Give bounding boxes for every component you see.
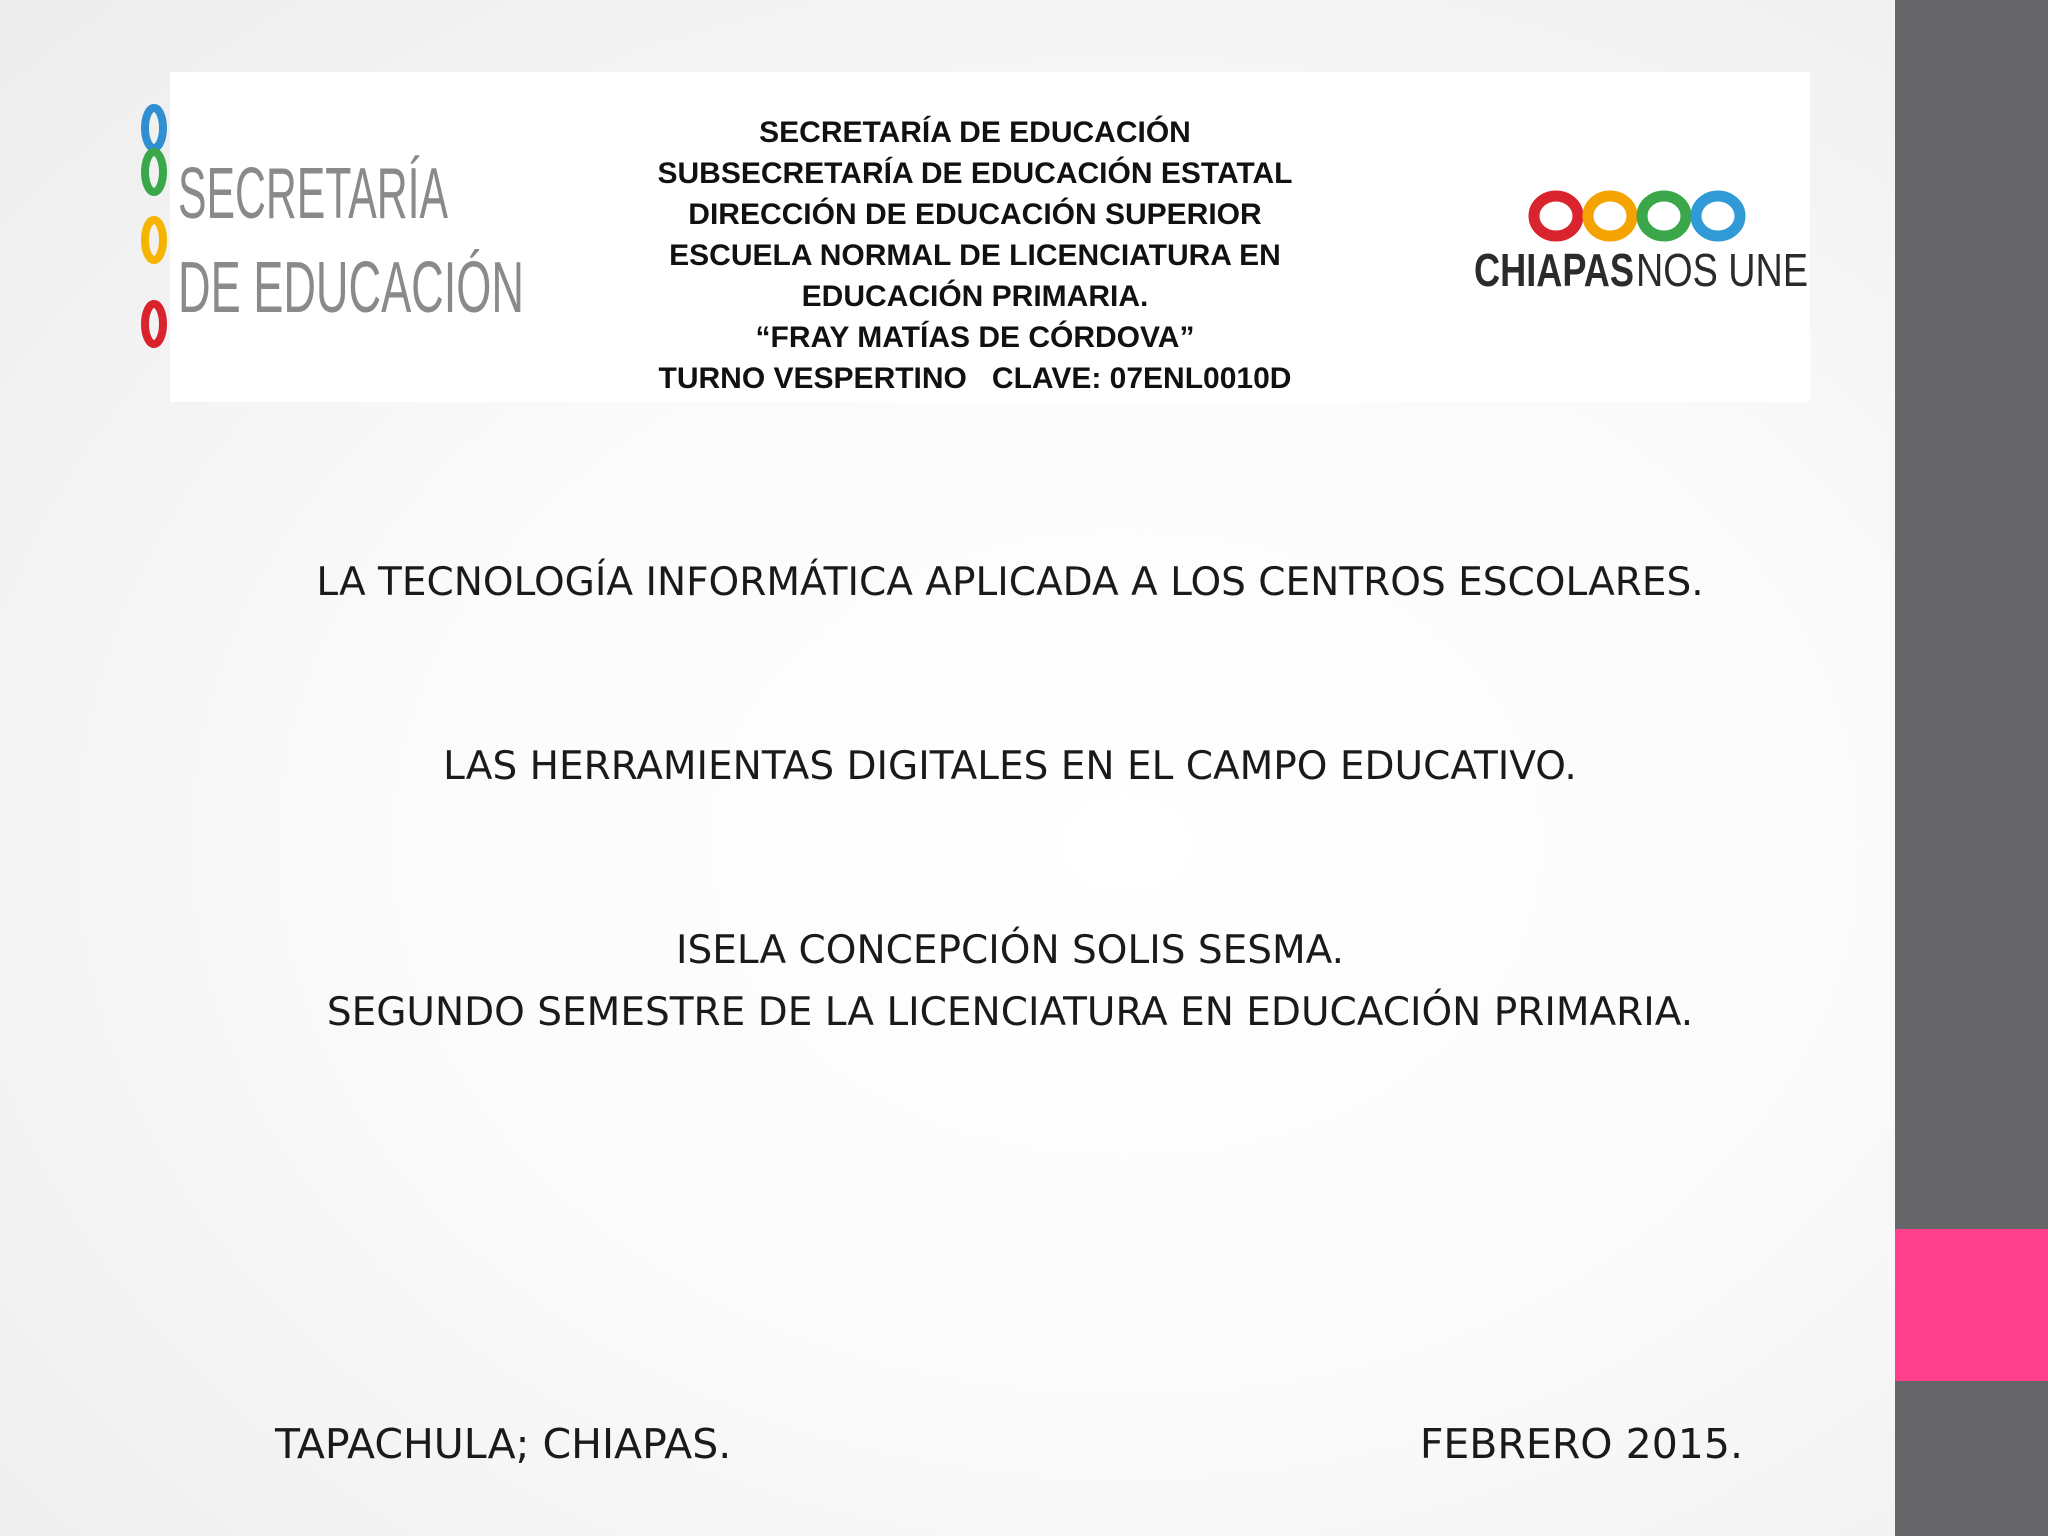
sep-logo-line2: DE EDUCACIÓN [178,248,524,328]
sep-logo-graphic [132,100,532,370]
secretaria-de-educacion-logo [132,100,532,370]
header-line-5: EDUCACIÓN PRIMARIA. [801,280,1149,313]
footer-date: FEBRERO 2015. [1419,1420,1743,1468]
student-name: ISELA CONCEPCIÓN SOLIS SESMA. [675,928,1345,973]
institution-header [540,112,1410,399]
chiapas-logo-bold: CHIAPAS [1474,244,1634,296]
header-line-3: DIRECCIÓN DE EDUCACIÓN SUPERIOR [688,198,1262,231]
course-title: LA TECNOLOGÍA INFORMÁTICA APLICADA A LOS CENTROS ESCOLARES. [316,560,1704,605]
chiapas-nos-une-logo [1470,186,1815,296]
chiapas-logo-graphic [1470,186,1815,296]
side-accent [1895,1229,2048,1381]
chiapas-logo-light: NOS UNE [1636,244,1808,296]
topic-title: LAS HERRAMIENTAS DIGITALES EN EL CAMPO EDUCATIVO. [443,744,1577,789]
semester-line: SEGUNDO SEMESTRE DE LA LICENCIATURA EN EDUCACIÓN PRIMARIA. [326,990,1694,1035]
header-line-1: SECRETARÍA DE EDUCACIÓN [759,116,1191,149]
header-line-4: ESCUELA NORMAL DE LICENCIATURA EN [669,239,1281,272]
sep-logo-line1: SECRETARÍA [178,154,448,234]
header-line-7: TURNO VESPERTINO CLAVE: 07ENL0010D [658,362,1292,395]
header-line-6: “FRAY MATÍAS DE CÓRDOVA” [755,321,1195,354]
header-line-2: SUBSECRETARÍA DE EDUCACIÓN ESTATAL [657,157,1293,190]
side-bar [1895,0,2048,1536]
footer-place: TAPACHULA; CHIAPAS. [275,1420,732,1468]
